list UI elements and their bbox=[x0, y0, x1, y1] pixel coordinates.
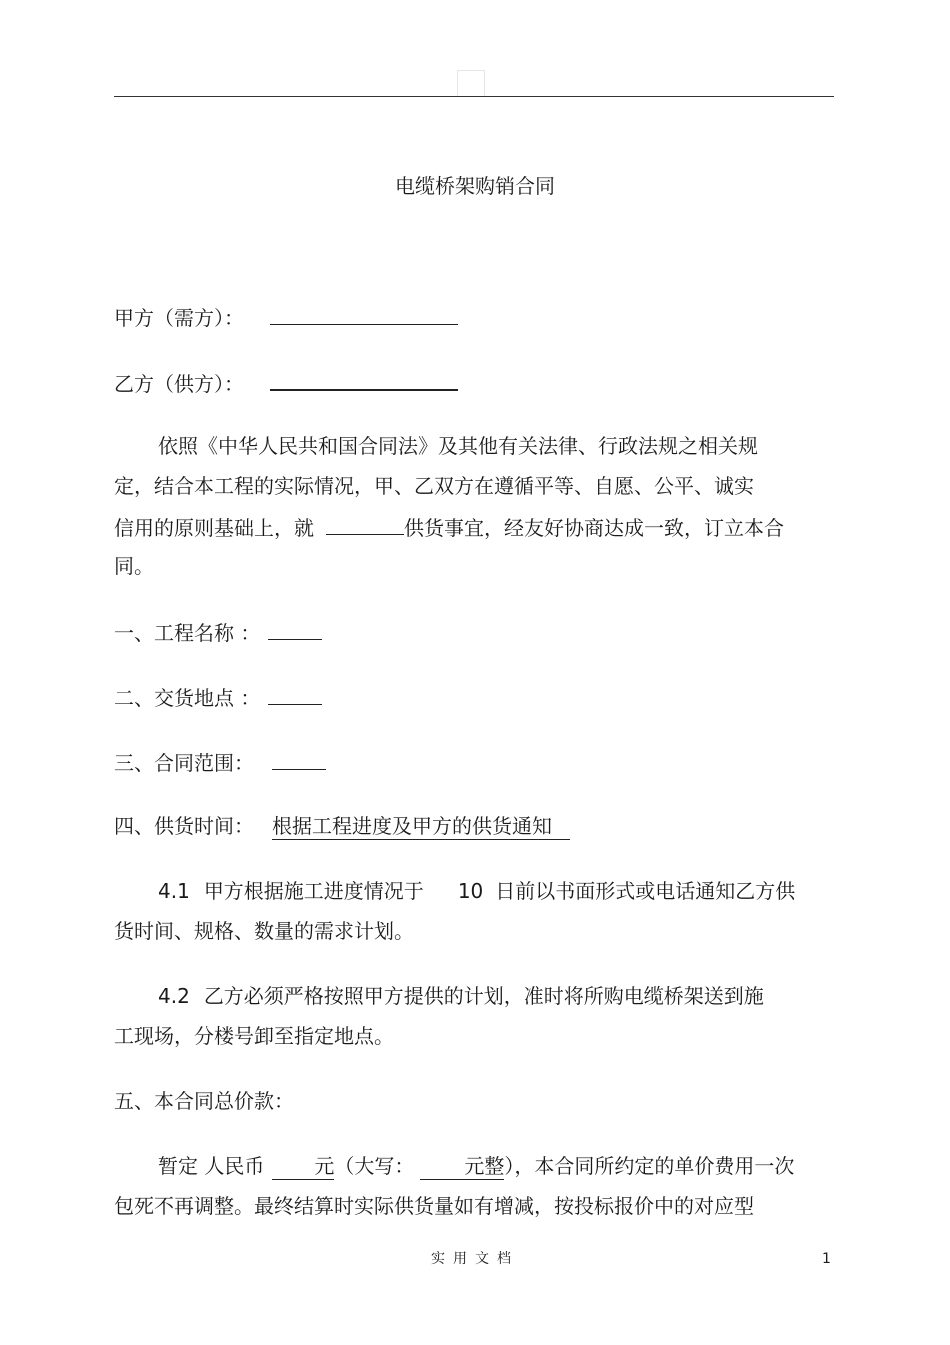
clause-4-2-number: 4.2 bbox=[158, 984, 190, 1008]
clause-4-2-text: 乙方必须严格按照甲方提供的计划，准时将所购电缆桥架送到施 bbox=[203, 984, 764, 1008]
section-3 bbox=[114, 747, 326, 777]
section-4-value: 根据工程进度及甲方的供货通知 bbox=[272, 814, 570, 840]
preamble-line-2: 定，结合本工程的实际情况，甲、乙双方在遵循平等、自愿、公平、诚实 bbox=[114, 474, 754, 498]
price-text-a: 暂定 人民币 bbox=[158, 1154, 265, 1178]
section-5-label: 五、本合同总价款： bbox=[114, 1089, 294, 1113]
clause-4-1-number: 4.1 bbox=[158, 879, 190, 903]
clause-4-1-days: 10 bbox=[457, 879, 484, 903]
party-b-blank bbox=[270, 367, 458, 391]
preamble-line-3a: 信用的原则基础上，就 bbox=[114, 516, 314, 540]
contract-scope-blank bbox=[272, 747, 326, 770]
price-yuan-zheng: 元整 bbox=[420, 1154, 504, 1180]
section-2 bbox=[114, 682, 322, 712]
footer-label: 实用文档 bbox=[431, 1251, 519, 1267]
section-2-label: 二、交货地点 ： bbox=[114, 686, 261, 710]
section-4-label: 四、供货时间： bbox=[114, 814, 254, 838]
price-text-b: （大写： bbox=[334, 1154, 415, 1178]
party-a-line bbox=[114, 302, 458, 332]
price-line-1 bbox=[158, 1152, 794, 1180]
clause-4-2-line-2: 工现场，分楼号卸至指定地点。 bbox=[114, 1024, 394, 1048]
party-b-line bbox=[114, 367, 458, 398]
section-1 bbox=[114, 617, 322, 647]
price-yuan: 元 bbox=[272, 1154, 334, 1180]
party-b-label: 乙方（供方）： bbox=[114, 372, 244, 396]
section-3-label: 三、合同范围： bbox=[114, 751, 254, 775]
preamble-line-1: 依照《中华人民共和国合同法》及其他有关法律、行政法规之相关规 bbox=[158, 434, 758, 458]
clause-4-2-line-1 bbox=[158, 982, 764, 1010]
project-name-blank bbox=[268, 617, 322, 640]
supply-item-blank bbox=[326, 512, 404, 535]
section-1-label: 一、工程名称 ： bbox=[114, 621, 261, 645]
delivery-place-blank bbox=[268, 682, 322, 705]
document-title: 电缆桥架购销合同 bbox=[395, 174, 555, 198]
page-number: 1 bbox=[822, 1251, 831, 1267]
header-rule bbox=[114, 96, 834, 97]
party-a-blank bbox=[270, 302, 458, 325]
header-mark bbox=[457, 70, 485, 96]
party-a-label: 甲方（需方）： bbox=[114, 306, 244, 330]
clause-4-1-line-2: 货时间、规格、数量的需求计划。 bbox=[114, 919, 414, 943]
price-line-2: 包死不再调整。最终结算时实际供货量如有增减，按投标报价中的对应型 bbox=[114, 1194, 754, 1218]
section-4 bbox=[114, 812, 570, 840]
clause-4-1-line-1 bbox=[158, 877, 795, 905]
preamble-line-3 bbox=[114, 512, 784, 542]
clause-4-1-text-b: 日前以书面形式或电话通知乙方供 bbox=[495, 879, 796, 903]
price-text-c: ），本合同所约定的单价费用一次 bbox=[504, 1154, 795, 1178]
preamble-line-4: 同。 bbox=[114, 554, 154, 578]
clause-4-1-text-a: 甲方根据施工进度情况于 bbox=[203, 879, 424, 903]
preamble-line-3b: 供货事宜，经友好协商达成一致，订立本合 bbox=[404, 516, 784, 540]
